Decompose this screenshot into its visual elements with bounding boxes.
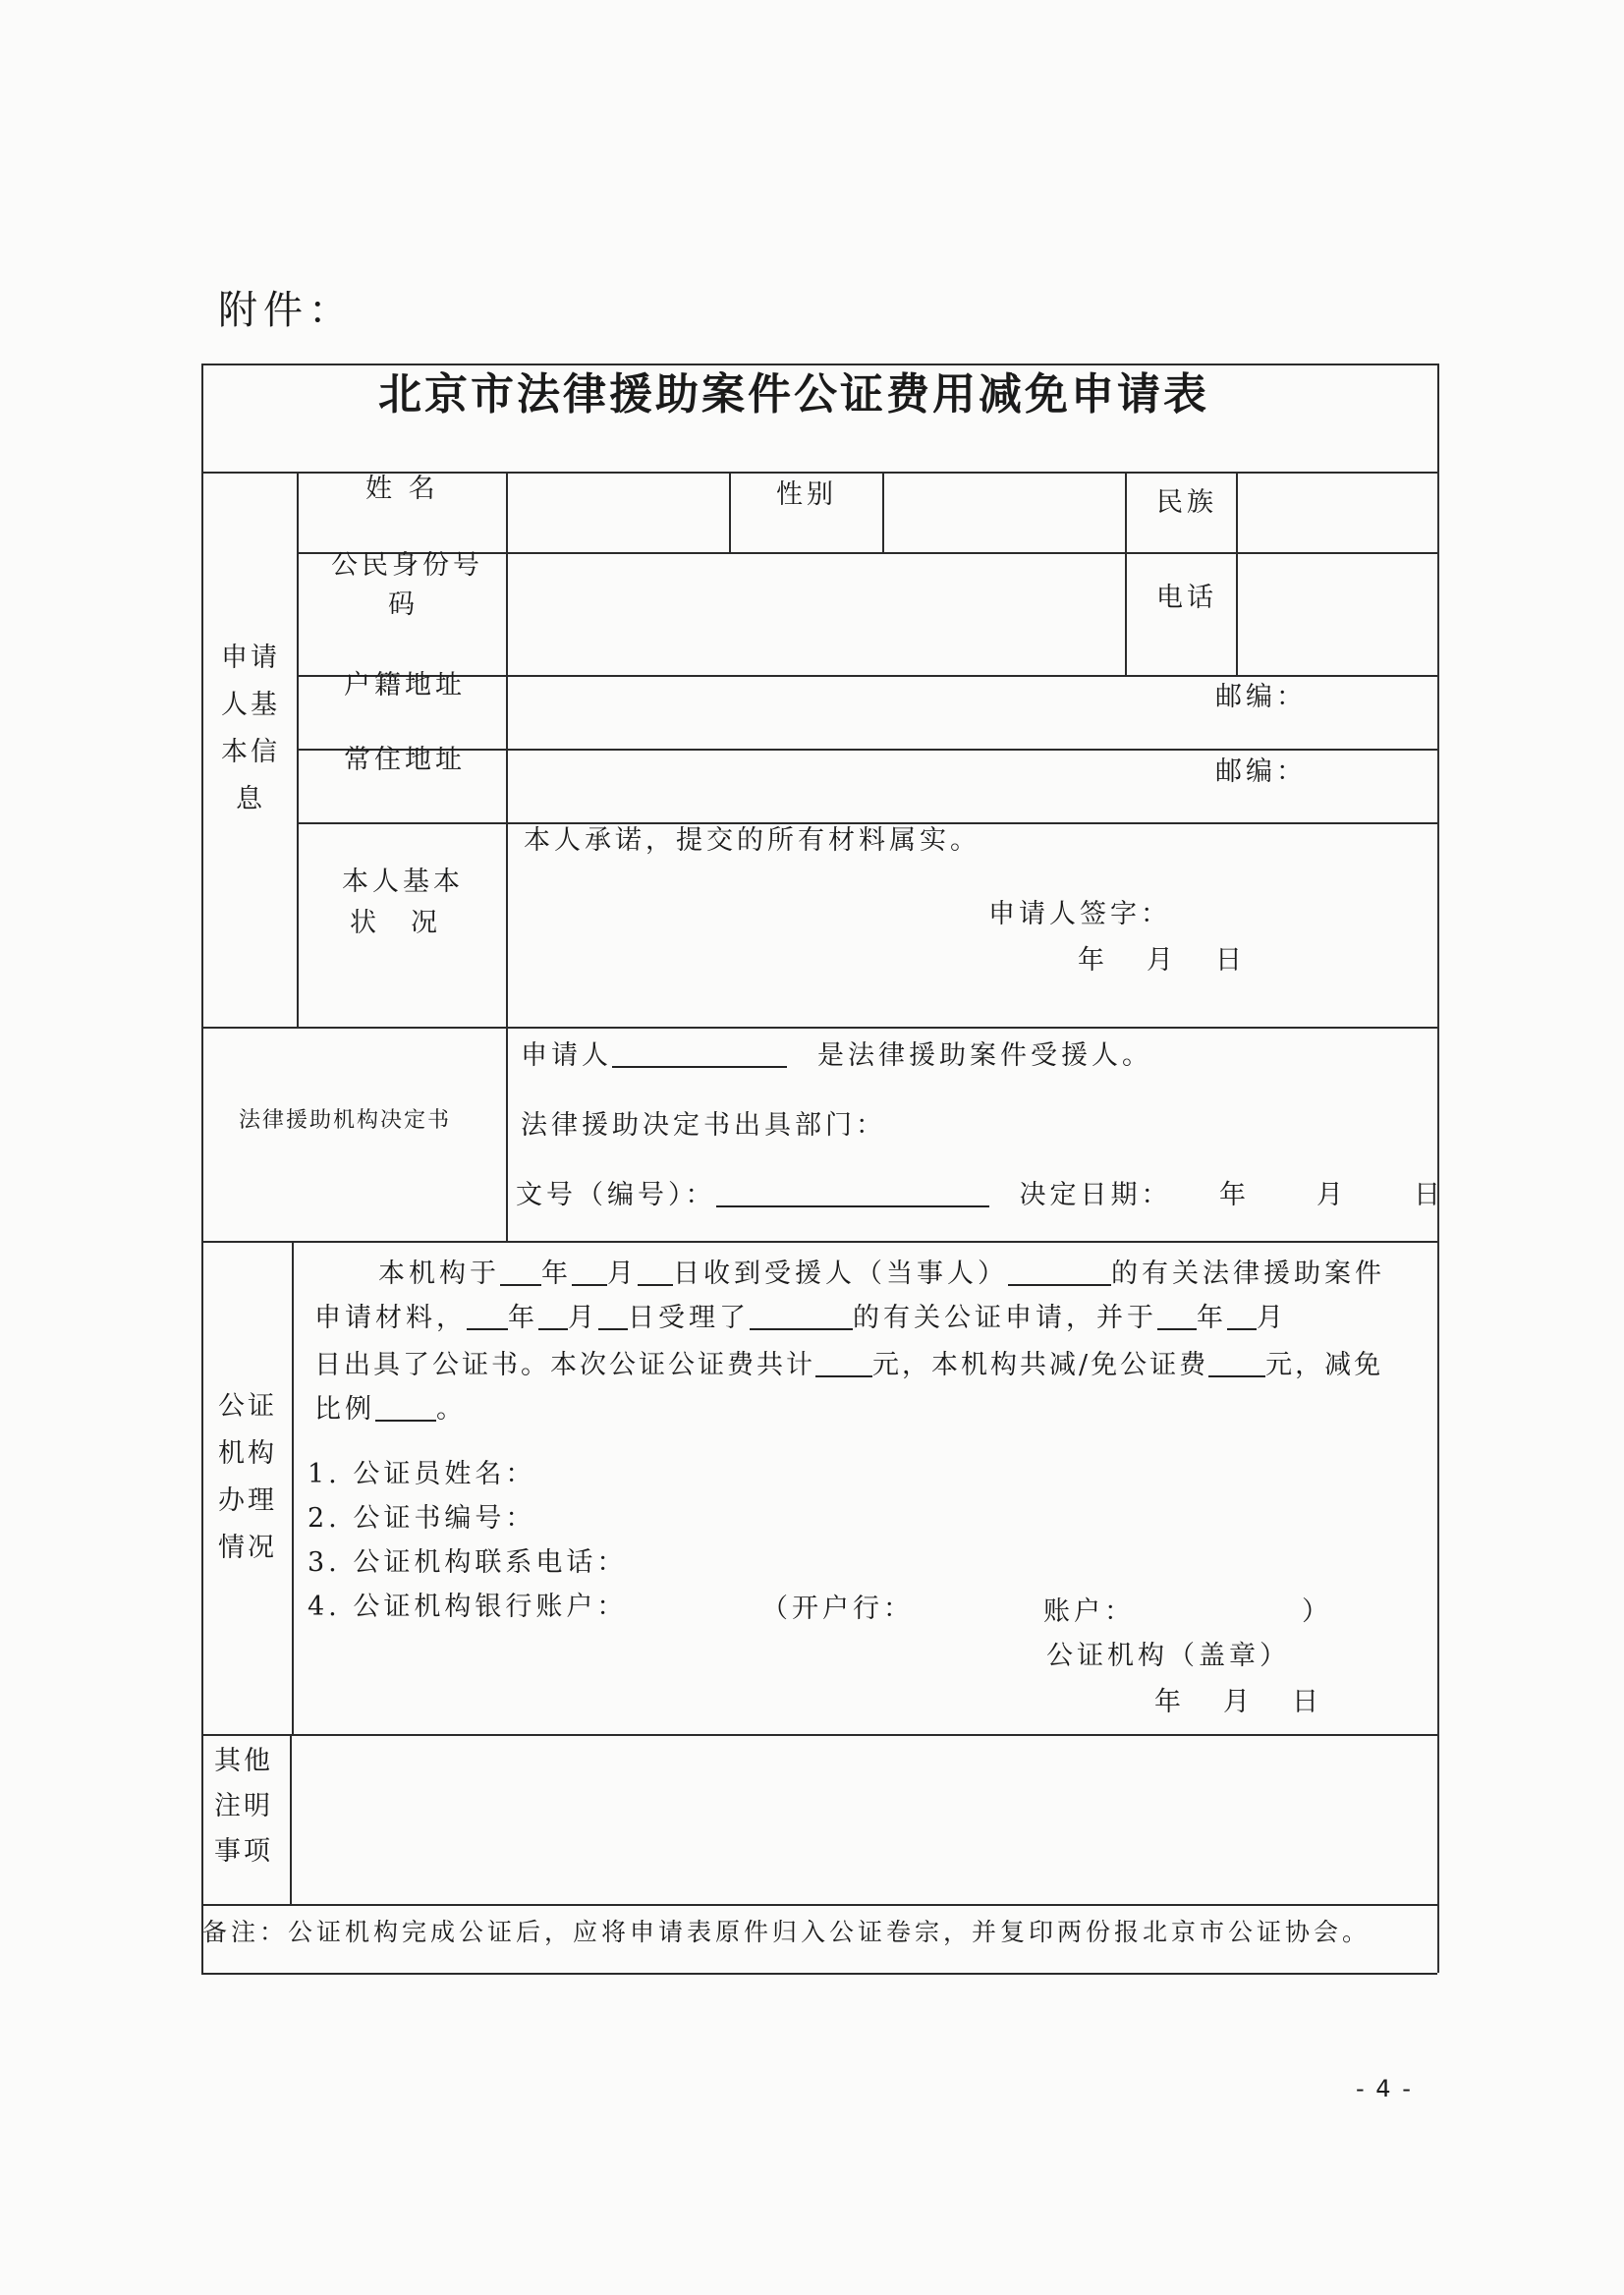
- basic-status-label: 本人基本 状 况: [342, 867, 464, 939]
- decision-line-1: 申请人 是法律援助案件受援人。: [521, 1040, 1152, 1071]
- received-day-blank[interactable]: [638, 1258, 673, 1286]
- residence-postcode-label: 邮编：: [1215, 756, 1307, 787]
- registered-address-label: 户籍地址: [344, 670, 466, 700]
- notary-item-1: 1. 公证员姓名：: [308, 1459, 536, 1489]
- accepted-month-blank[interactable]: [538, 1302, 568, 1330]
- applicant-date-line: 年 月 日: [1078, 945, 1250, 976]
- aided-party-blank[interactable]: [1008, 1258, 1111, 1286]
- issued-month-blank[interactable]: [1227, 1302, 1257, 1330]
- notary-item-4: 4. 公证机构银行账户：: [308, 1592, 628, 1622]
- gender-field[interactable]: [885, 474, 1123, 550]
- notary-section-label: 公证 机构 办理 情况: [218, 1391, 277, 1563]
- aided-person-blank[interactable]: [612, 1039, 787, 1068]
- reduced-fee-blank[interactable]: [1208, 1349, 1265, 1377]
- bank-name-label: （开户行：: [761, 1594, 914, 1624]
- ethnicity-label: 民族: [1156, 487, 1217, 518]
- name-field[interactable]: [509, 474, 727, 550]
- bank-close-paren: ）: [1302, 1596, 1332, 1627]
- decision-line-3: 文号（编号）： 决定日期： 年 月 日: [516, 1180, 1446, 1210]
- applicant-signature-label: 申请人签字：: [988, 899, 1171, 929]
- reduction-ratio-blank[interactable]: [375, 1393, 436, 1422]
- ethnicity-field[interactable]: [1239, 474, 1435, 550]
- registered-address-field[interactable]: [509, 678, 1197, 747]
- commitment-text: 本人承诺，提交的所有材料属实。: [524, 825, 980, 856]
- name-label: 姓 名: [365, 474, 439, 504]
- residence-address-field[interactable]: [509, 752, 1197, 820]
- residence-address-label: 常住地址: [344, 745, 466, 775]
- bank-account-label: 账户：: [1043, 1596, 1135, 1627]
- notary-item-3: 3. 公证机构联系电话：: [308, 1547, 628, 1578]
- decision-issuing-department: 法律援助决定书出具部门：: [521, 1110, 886, 1141]
- accepted-day-blank[interactable]: [598, 1302, 628, 1330]
- other-notes-field[interactable]: [293, 1737, 1434, 1902]
- remark-note: 备注：公证机构完成公证后，应将申请表原件归入公证卷宗，并复印两份报北京市公证协会。: [202, 1918, 1372, 1946]
- notary-paragraph-line-2: 申请材料， 年 月 日受理了 的有关公证申请，并于 年 月: [314, 1303, 1287, 1333]
- applicant-name-blank[interactable]: [750, 1302, 853, 1330]
- notary-item-2: 2. 公证书编号：: [308, 1503, 536, 1534]
- document-number-blank[interactable]: [716, 1179, 989, 1207]
- notary-paragraph-line-3: 日出具了公证书。本次公证公证费共计 元，本机构共减/免公证费 元，减免: [314, 1350, 1384, 1380]
- total-fee-blank[interactable]: [815, 1349, 872, 1377]
- accepted-year-blank[interactable]: [467, 1302, 508, 1330]
- gender-label: 性别: [776, 479, 837, 510]
- applicant-section-label: 申请 人基 本信 息: [221, 643, 280, 814]
- issued-year-blank[interactable]: [1157, 1302, 1197, 1330]
- received-year-blank[interactable]: [500, 1258, 541, 1286]
- id-number-label: 公民身份号 码: [331, 550, 483, 621]
- notary-paragraph-line-4: 比例 。: [314, 1394, 467, 1425]
- form-title: 北京市法律援助案件公证费用减免申请表: [378, 369, 1209, 420]
- attachment-label: 附件：: [218, 288, 354, 333]
- phone-field[interactable]: [1239, 555, 1435, 673]
- notary-date-line: 年 月 日: [1154, 1687, 1326, 1717]
- registered-postcode-label: 邮编：: [1215, 682, 1307, 712]
- other-notes-label: 其他 注明 事项: [214, 1746, 273, 1867]
- notary-paragraph-line-1: 本机构于 年 月 日收到受援人（当事人） 的有关法律援助案件: [378, 1259, 1385, 1289]
- phone-label: 电话: [1156, 583, 1217, 613]
- notary-seal-label: 公证机构（盖章）: [1046, 1641, 1290, 1671]
- received-month-blank[interactable]: [572, 1258, 607, 1286]
- id-number-field[interactable]: [509, 555, 1123, 673]
- page-number: - 4 -: [1356, 2075, 1413, 2102]
- decision-label: 法律援助机构决定书: [239, 1108, 452, 1133]
